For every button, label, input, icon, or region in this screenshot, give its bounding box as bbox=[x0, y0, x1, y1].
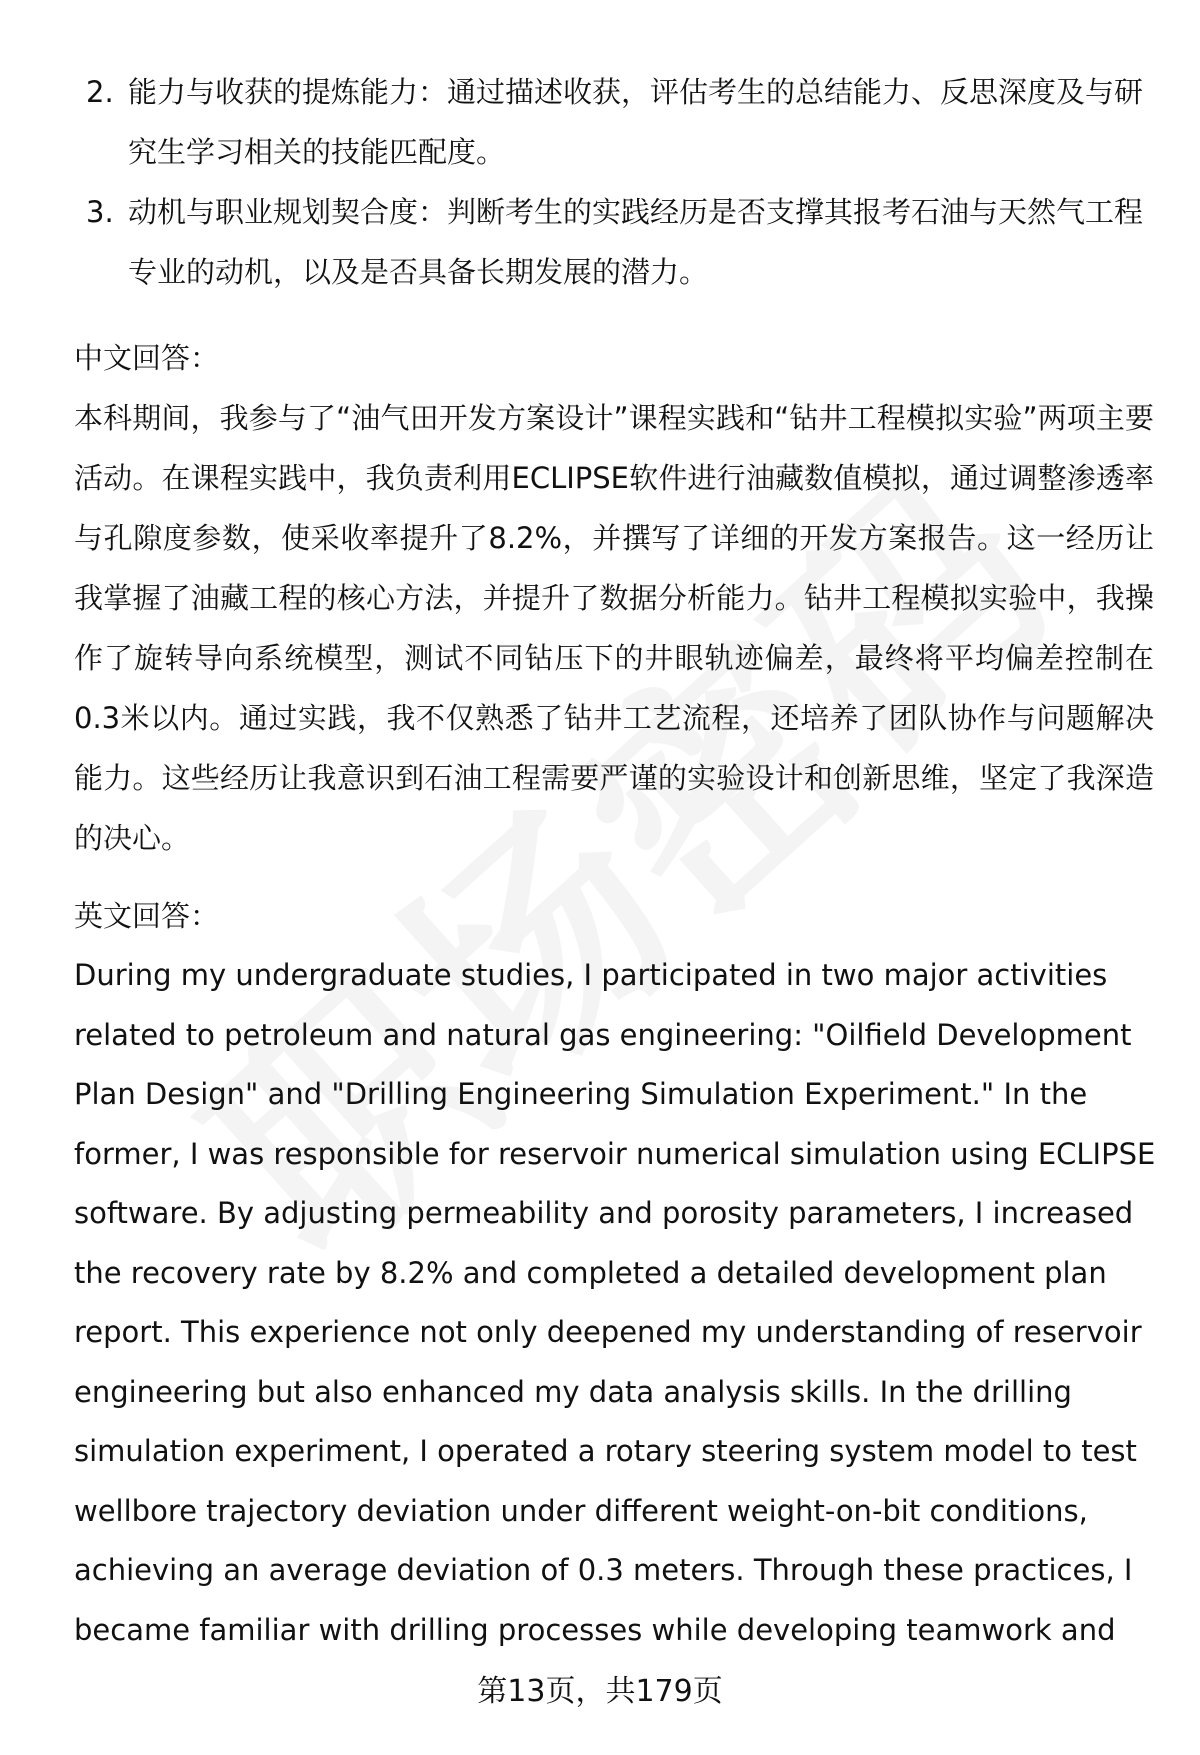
list-item-text: 动机与职业规划契合度：判断考生的实践经历是否支撑其报考石油与天然气工程专业的动机，以及是否具备长期发展的潜力。 bbox=[128, 195, 1144, 289]
list-item bbox=[74, 62, 1154, 182]
list-item-number: 2. bbox=[86, 75, 114, 109]
english-answer-text: During my undergraduate studies, I participated in two major activities related to petroleum and natural gas engineering: "Oilfield Development Plan Design" and "Drilling Engineering Simulation Experiment." In the former, I was responsible for reservoir numerical simulation using ECLIPSE software. By adjusting permeability and porosity parameters, I increased the recovery rate by 8.2% and completed a detailed development plan report. This experience not only deepened my understanding of reservoir engineering but also enhanced my data analysis skills. In the drilling simulation experiment, I operated a rotary steering system model to test wellbore trajectory deviation under different weight-on-bit conditions, achieving an average deviation of 0.3 meters. Through these practices, I became familiar with drilling processes while developing teamwork and bbox=[74, 958, 1156, 1647]
document-content bbox=[74, 62, 1154, 1660]
chinese-answer-label: 中文回答： bbox=[74, 341, 220, 375]
list-item-number: 3. bbox=[86, 195, 114, 229]
criteria-list bbox=[74, 62, 1154, 302]
chinese-answer-text: 本科期间，我参与了“油气田开发方案设计”课程实践和“钻井工程模拟实验”两项主要活动。在课程实践中，我负责利用ECLIPSE软件进行油藏数值模拟，通过调整渗透率与孔隙度参数，使采收率提升了8.2%，并撰写了详细的开发方案报告。这一经历让我掌握了油藏工程的核心方法，并提升了数据分析能力。钻井工程模拟实验中，我操作了旋转导向系统模型，测试不同钻压下的井眼轨迹偏差，最终将平均偏差控制在0.3米以内。通过实践，我不仅熟悉了钻井工艺流程，还培养了团队协作与问题解决能力。这些经历让我意识到石油工程需要严谨的实验设计和创新思维，坚定了我深造的决心。 bbox=[74, 401, 1154, 855]
page-number-footer: 第13页，共179页 bbox=[477, 1674, 723, 1709]
list-item bbox=[74, 182, 1154, 302]
list-item-text: 能力与收获的提炼能力：通过描述收获，评估考生的总结能力、反思深度及与研究生学习相关的技能匹配度。 bbox=[128, 75, 1144, 169]
english-answer-label: 英文回答： bbox=[74, 899, 220, 933]
